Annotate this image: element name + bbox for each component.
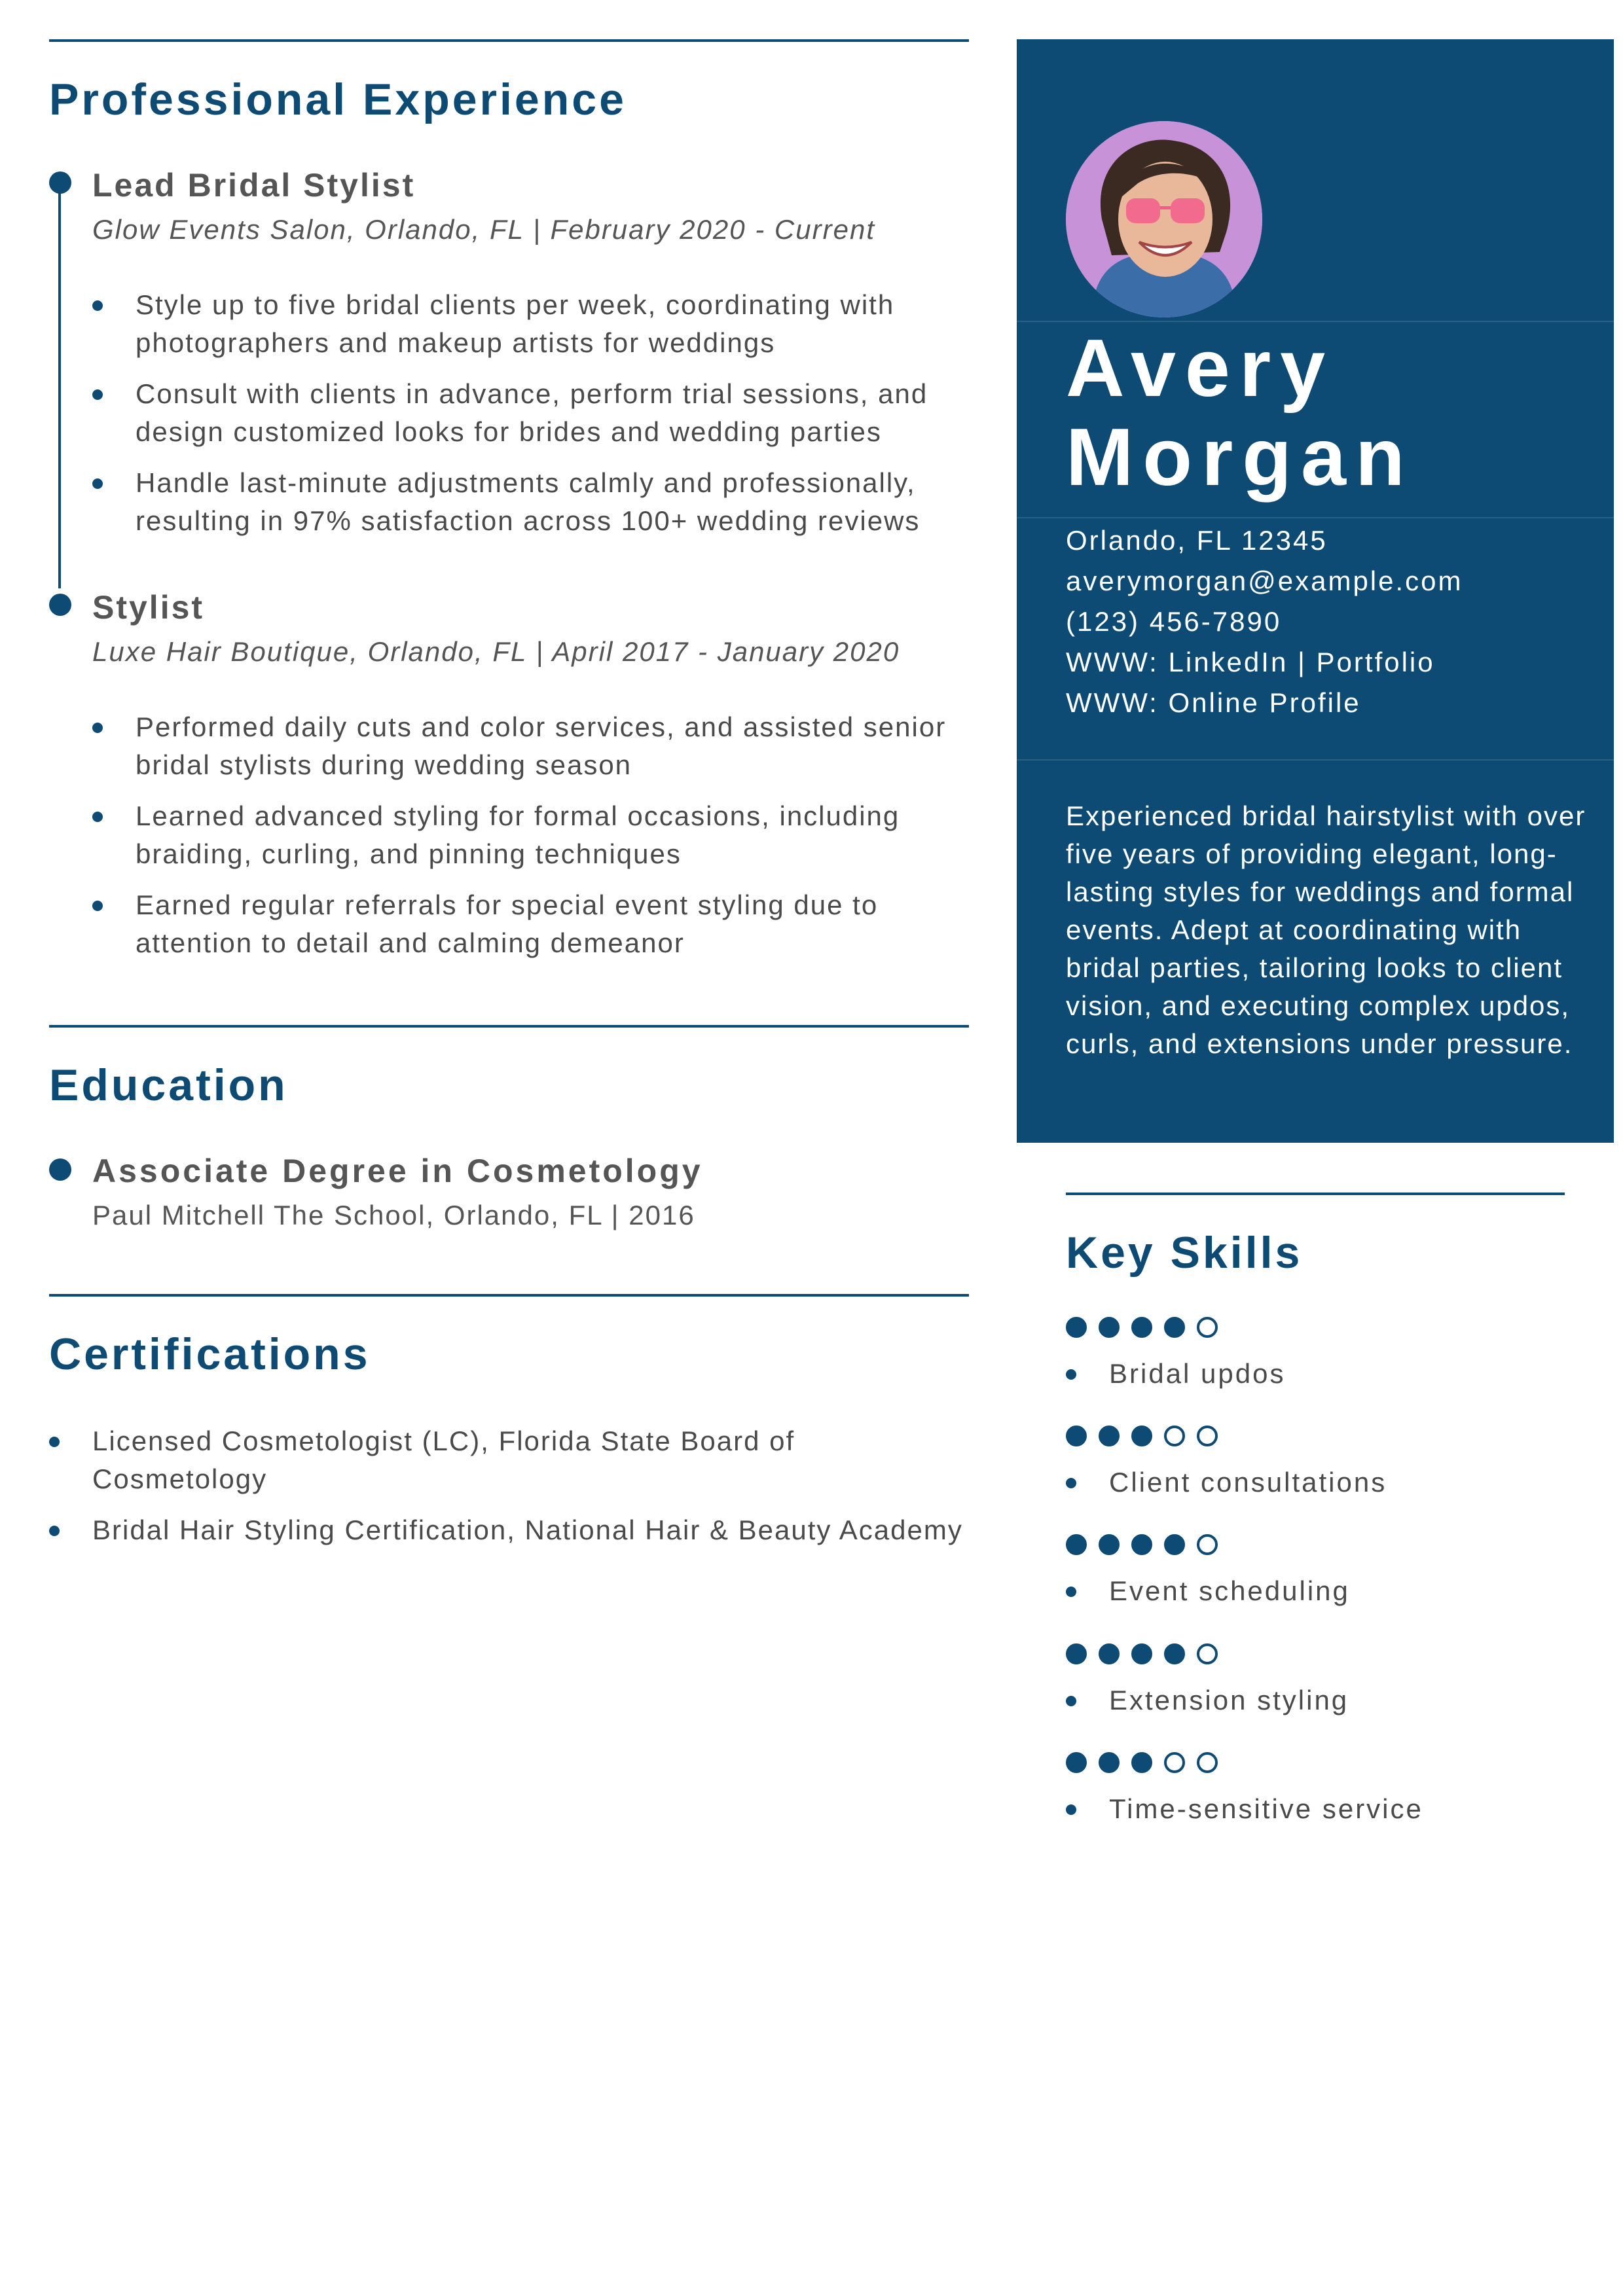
phone-number: (123) 456-7890	[1066, 606, 1282, 637]
skill-name-text: Event scheduling	[1109, 1575, 1350, 1607]
experience-heading: Professional Experience	[49, 75, 627, 124]
bullet-icon	[1066, 1587, 1076, 1597]
job-bullet-text: Earned regular referrals for special event styling due to attention to detail and calming demeanor	[136, 889, 879, 958]
skill-name	[1066, 1794, 1565, 1824]
bullet-icon	[1066, 1804, 1076, 1815]
timeline-dot	[49, 1158, 71, 1181]
rating-filled-dot-icon	[1164, 1317, 1185, 1338]
job-subtitle: Luxe Hair Boutique, Orlando, FL | April 2017 - January 2020	[92, 636, 900, 667]
bullet-icon	[1066, 1369, 1076, 1380]
skill-name-text: Client consultations	[1109, 1467, 1387, 1498]
skill-name-text: Bridal updos	[1109, 1358, 1286, 1389]
job-entry	[49, 590, 969, 962]
rating-empty-dot-icon	[1197, 1534, 1218, 1555]
certification-text: Licensed Cosmetologist (LC), Florida State Board of Cosmetology	[92, 1426, 795, 1494]
skill-item	[1066, 1316, 1565, 1389]
rating-filled-dot-icon	[1131, 1752, 1152, 1773]
rating-filled-dot-icon	[1164, 1643, 1185, 1664]
profile-summary: Experienced bridal hairstylist with over five years of providing elegant, long-lasting styles for weddings and formal events. Adept at coordinating with bridal parties, tailoring looks to client vision, and executing complex updos, curls, and extensions under pressure.	[1066, 800, 1586, 1059]
skill-rating	[1066, 1642, 1565, 1666]
rating-filled-dot-icon	[1164, 1534, 1185, 1555]
skill-item	[1066, 1533, 1565, 1606]
skills-section	[1066, 1193, 1565, 1824]
rating-filled-dot-icon	[1066, 1317, 1087, 1338]
certification-list	[49, 1422, 969, 1549]
certification-item	[49, 1511, 969, 1549]
job-bullet-text: Learned advanced styling for formal occasions, including braiding, curling, and pinning techniques	[136, 800, 900, 869]
bullet-icon	[92, 901, 103, 911]
email-link[interactable]: averymorgan@example.com	[1066, 565, 1463, 596]
bullet-icon	[92, 812, 103, 822]
skill-rating	[1066, 1533, 1565, 1556]
panel-divider	[1017, 321, 1614, 322]
school-info: Paul Mitchell The School, Orlando, FL | 2016	[92, 1200, 695, 1230]
section-divider	[49, 1294, 969, 1297]
certification-text: Bridal Hair Styling Certification, National Hair & Beauty Academy	[92, 1515, 963, 1545]
section-divider	[1066, 1193, 1565, 1195]
skill-item	[1066, 1642, 1565, 1715]
panel-divider	[1017, 517, 1614, 518]
job-bullet	[92, 464, 969, 540]
job-bullets	[92, 286, 969, 540]
candidate-name	[1066, 324, 1414, 502]
rating-filled-dot-icon	[1131, 1643, 1152, 1664]
address: Orlando, FL 12345	[1066, 525, 1328, 556]
degree-title: Associate Degree in Cosmetology	[92, 1153, 703, 1189]
bullet-icon	[49, 1526, 60, 1536]
web-links[interactable]: WWW: LinkedIn | Portfolio	[1066, 647, 1435, 677]
skill-rating	[1066, 1751, 1565, 1774]
rating-filled-dot-icon	[1066, 1752, 1087, 1773]
bullet-icon	[92, 300, 103, 311]
experience-section	[49, 39, 969, 962]
panel-divider	[1017, 759, 1614, 761]
main-column	[49, 39, 969, 1549]
bullet-icon	[1066, 1478, 1076, 1488]
rating-empty-dot-icon	[1197, 1752, 1218, 1773]
rating-filled-dot-icon	[1066, 1534, 1087, 1555]
rating-filled-dot-icon	[1131, 1426, 1152, 1446]
rating-filled-dot-icon	[1066, 1426, 1087, 1446]
job-bullet-text: Consult with clients in advance, perform trial sessions, and design customized looks for brides and wedding parties	[136, 378, 928, 447]
rating-empty-dot-icon	[1197, 1426, 1218, 1446]
rating-filled-dot-icon	[1099, 1317, 1120, 1338]
rating-empty-dot-icon	[1197, 1643, 1218, 1664]
rating-filled-dot-icon	[1099, 1752, 1120, 1773]
last-name: Morgan	[1066, 412, 1414, 503]
skill-name	[1066, 1467, 1565, 1498]
job-bullet	[92, 286, 969, 362]
skill-list	[1066, 1316, 1565, 1824]
skill-name-text: Time-sensitive service	[1109, 1793, 1423, 1824]
skill-rating	[1066, 1316, 1565, 1339]
timeline-dot	[49, 171, 71, 194]
skill-name	[1066, 1685, 1565, 1715]
skill-item	[1066, 1751, 1565, 1824]
rating-empty-dot-icon	[1197, 1317, 1218, 1338]
rating-filled-dot-icon	[1099, 1534, 1120, 1555]
job-bullet	[92, 708, 969, 784]
rating-empty-dot-icon	[1164, 1752, 1185, 1773]
bullet-icon	[92, 389, 103, 400]
certifications-heading: Certifications	[49, 1329, 371, 1379]
bullet-icon	[1066, 1696, 1076, 1706]
job-bullet	[92, 886, 969, 962]
experience-timeline	[49, 168, 969, 962]
rating-filled-dot-icon	[1131, 1534, 1152, 1555]
job-subtitle: Glow Events Salon, Orlando, FL | February 2020 - Current	[92, 214, 875, 245]
skill-name	[1066, 1359, 1565, 1389]
job-entry	[49, 168, 969, 540]
rating-filled-dot-icon	[1099, 1426, 1120, 1446]
bullet-icon	[92, 723, 103, 733]
avatar	[1066, 121, 1262, 317]
skill-name	[1066, 1576, 1565, 1606]
education-section	[49, 1025, 969, 1231]
job-bullet-text: Performed daily cuts and color services, and assisted senior bridal stylists during wedding season	[136, 711, 947, 780]
job-bullet-text: Handle last-minute adjustments calmly and professionally, resulting in 97% satisfaction across 100+ wedding reviews	[136, 467, 921, 536]
rating-filled-dot-icon	[1099, 1643, 1120, 1664]
avatar-photo	[1066, 121, 1262, 317]
online-profile-link[interactable]: WWW: Online Profile	[1066, 687, 1361, 718]
education-entry	[49, 1153, 969, 1231]
job-bullet	[92, 797, 969, 873]
skills-heading: Key Skills	[1066, 1228, 1303, 1278]
rating-filled-dot-icon	[1131, 1317, 1152, 1338]
contact-info	[1066, 520, 1463, 723]
skill-rating	[1066, 1424, 1565, 1448]
section-divider	[49, 39, 969, 42]
education-heading: Education	[49, 1060, 288, 1110]
certification-item	[49, 1422, 969, 1498]
section-divider	[49, 1025, 969, 1028]
rating-filled-dot-icon	[1066, 1643, 1087, 1664]
job-title: Stylist	[92, 589, 205, 626]
skill-name-text: Extension styling	[1109, 1684, 1349, 1715]
job-bullet-text: Style up to five bridal clients per week, coordinating with photographers and makeup artists for weddings	[136, 289, 895, 358]
skill-item	[1066, 1424, 1565, 1498]
job-bullet	[92, 375, 969, 451]
bullet-icon	[49, 1437, 60, 1447]
timeline-dot	[49, 594, 71, 616]
rating-empty-dot-icon	[1164, 1426, 1185, 1446]
job-title: Lead Bridal Stylist	[92, 167, 416, 204]
certifications-section	[49, 1294, 969, 1549]
profile-panel	[1017, 39, 1614, 1143]
first-name: Avery	[1066, 323, 1335, 414]
bullet-icon	[92, 478, 103, 489]
job-bullets	[92, 708, 969, 962]
